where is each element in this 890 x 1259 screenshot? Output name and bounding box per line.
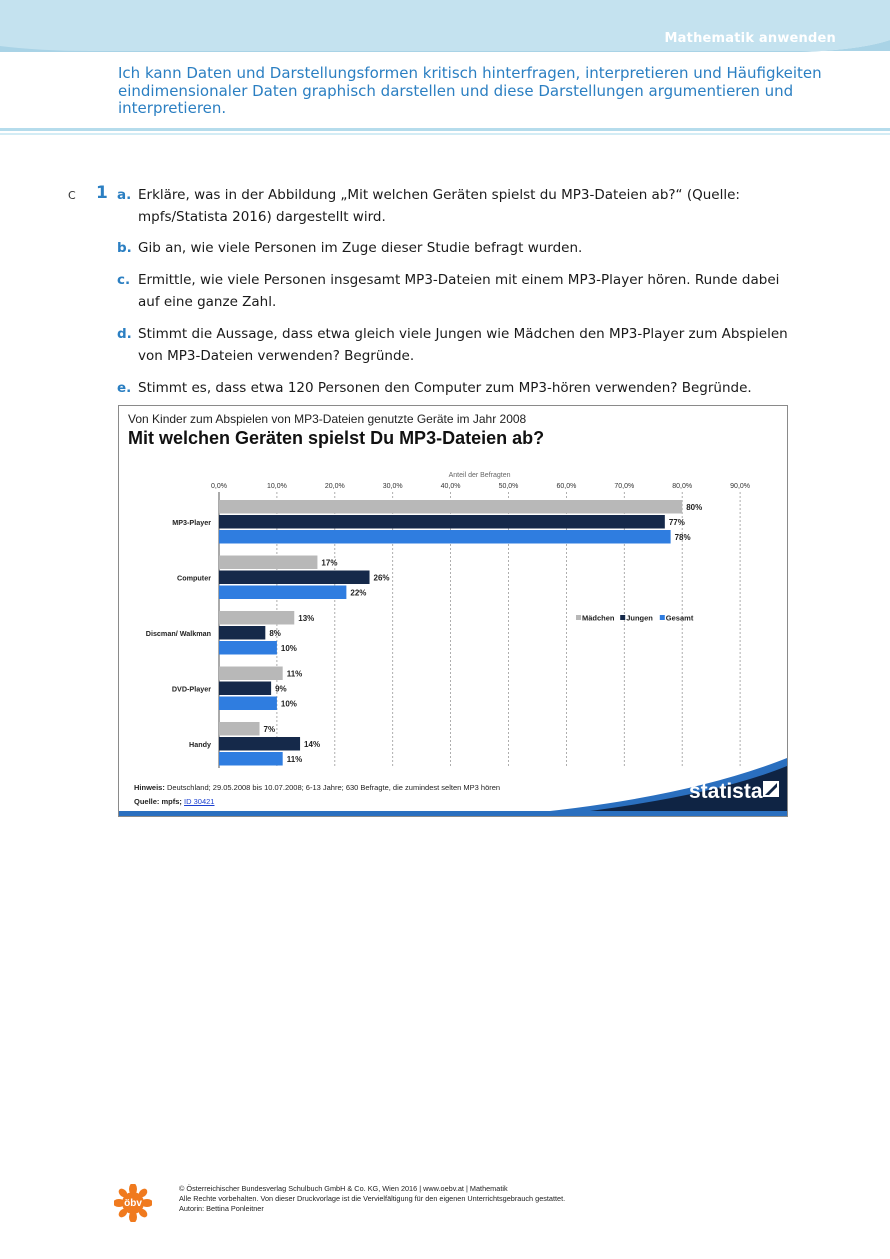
category-label: Computer [177, 573, 211, 583]
bar-jungen [219, 515, 665, 529]
section-tag: Mathematik anwenden [664, 31, 836, 46]
question-text: Stimmt die Aussage, dass etwa gleich viele Jungen wie Mädchen den MP3-Player zum Abspielen von MP3-Dateien verwenden? Begründe. [138, 326, 788, 364]
task-number: 1 [96, 183, 108, 203]
brand-stripe [119, 811, 787, 816]
bar-gesamt [219, 752, 283, 766]
chart-frame [118, 405, 788, 817]
x-tick-label: 50,0% [498, 483, 519, 490]
x-tick-label: 80,0% [672, 483, 693, 490]
x-axis-title: Anteil der Befragten [448, 472, 511, 479]
bar-jungen [219, 737, 300, 751]
bar-mädchen [219, 667, 283, 681]
bar-mädchen [219, 500, 682, 514]
question-a [117, 184, 797, 228]
x-tick-label: 10,0% [266, 483, 287, 490]
brand-logo-text: statista [689, 780, 763, 803]
data-label: 9% [275, 684, 287, 694]
question-text: Gib an, wie viele Personen im Zuge dieser Studie befragt wurden. [138, 240, 583, 256]
data-label: 8% [269, 628, 281, 638]
x-tick-label: 0,0% [211, 483, 227, 490]
data-label: 17% [321, 558, 338, 568]
data-label: 77% [668, 517, 685, 527]
question-label: e. [117, 380, 132, 396]
bar-gesamt [219, 641, 277, 655]
bar-mädchen [219, 611, 294, 625]
legend-label: Mädchen [582, 613, 615, 623]
x-tick-label: 70,0% [614, 483, 635, 490]
legend-swatch [620, 615, 625, 620]
footer-author: Autorin: Bettina Ponleitner [179, 1204, 264, 1213]
data-label: 11% [286, 669, 303, 679]
bar-gesamt [219, 697, 277, 711]
question-b [117, 237, 797, 259]
bar-mädchen [219, 722, 260, 736]
footer-copyright: © Österreichischer Bundesverlag Schulbuch GmbH & Co. KG, Wien 2016 | www.oebv.at | Mathematik [179, 1184, 508, 1193]
hint-text: Deutschland; 29.05.2008 bis 10.07.2008; 6-13 Jahre; 630 Befragte, die zumindest selten MP3 hören [166, 783, 501, 792]
category-label: DVD-Player [171, 684, 211, 694]
learning-goal: Ich kann Daten und Darstellungsformen kritisch hinterfragen, interpretieren und Häufigkeiten eindimensionaler Daten graphisch darstellen und diese Darstellungen argumentieren und interpretieren. [118, 64, 822, 117]
data-label: 14% [304, 739, 321, 749]
legend-swatch [660, 615, 665, 620]
difficulty-level: C [68, 189, 76, 202]
source-link[interactable]: ID 30421 [184, 797, 215, 806]
bar-jungen [219, 682, 271, 696]
bar-gesamt [219, 530, 671, 544]
bar-jungen [219, 571, 370, 585]
data-label: 22% [350, 588, 367, 598]
data-label: 78% [674, 532, 691, 542]
question-text: Stimmt es, dass etwa 120 Personen den Computer zum MP3-hören verwenden? Begründe. [138, 380, 752, 396]
data-label: 26% [373, 573, 390, 583]
x-tick-label: 30,0% [382, 483, 403, 490]
chart-title: Mit welchen Geräten spielst Du MP3-Dateien ab? [128, 428, 545, 448]
chart-subtitle: Von Kinder zum Abspielen von MP3-Dateien genutzte Geräte im Jahr 2008 [128, 412, 527, 426]
footer [179, 1184, 565, 1214]
oebv-logo [114, 1184, 152, 1222]
question-label: a. [117, 187, 132, 203]
x-tick-label: 40,0% [440, 483, 461, 490]
data-label: 10% [280, 643, 297, 653]
bar-chart [119, 406, 787, 816]
x-tick-label: 60,0% [556, 483, 577, 490]
data-label: 11% [286, 754, 303, 764]
legend-swatch [576, 615, 581, 620]
question-text: Ermittle, wie viele Personen insgesamt MP3-Dateien mit einem MP3-Player hören. Runde dabei auf eine ganze Zahl. [138, 272, 780, 310]
category-label: Handy [189, 739, 211, 749]
logo-text: öbv [124, 1198, 142, 1209]
chart-source [134, 797, 214, 806]
category-label: MP3-Player [172, 517, 211, 527]
chart-hint [134, 783, 500, 792]
data-label: 10% [280, 699, 297, 709]
footer-rights: Alle Rechte vorbehalten. Von dieser Druckvorlage ist die Vervielfältigung für den eigenen Unterrichtsgebrauch gestattet. [179, 1194, 566, 1203]
question-d [117, 323, 797, 367]
x-tick-label: 90,0% [730, 483, 751, 490]
question-label: b. [117, 240, 132, 256]
question-label: d. [117, 326, 132, 342]
source-label: Quelle: mpfs; [134, 797, 182, 806]
x-tick-label: 20,0% [324, 483, 345, 490]
question-e [117, 377, 797, 399]
question-c [117, 269, 797, 313]
legend-label: Gesamt [665, 613, 694, 623]
category-label: Discman/ Walkman [145, 628, 211, 638]
question-label: c. [117, 272, 131, 288]
data-label: 80% [686, 502, 703, 512]
data-label: 7% [263, 724, 276, 734]
bar-mädchen [219, 556, 317, 570]
question-text: Erkläre, was in der Abbildung „Mit welchen Geräten spielst du MP3-Dateien ab?“ (Quelle: mpfs/Statista 2016) dargestellt wird. [138, 187, 740, 225]
bar-jungen [219, 626, 265, 640]
legend-label: Jungen [626, 613, 653, 623]
hint-label: Hinweis: [134, 783, 165, 792]
bar-gesamt [219, 586, 346, 600]
data-label: 13% [298, 613, 315, 623]
